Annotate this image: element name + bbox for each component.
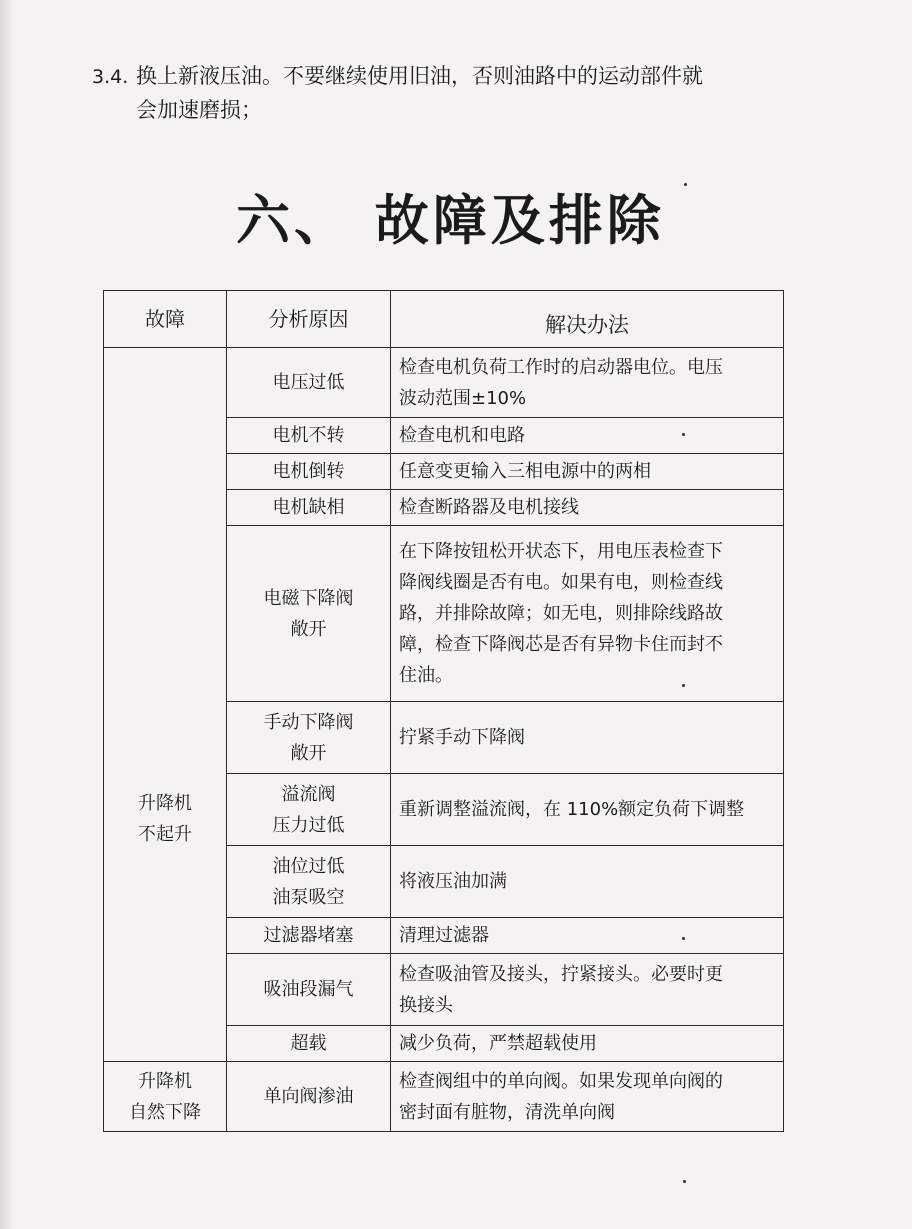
solution-text: 检查阀组中的单向阀。如果发现单向阀的	[399, 1070, 723, 1092]
scan-speck	[682, 433, 685, 436]
scan-speck	[682, 684, 685, 687]
fault-cell	[104, 1062, 227, 1132]
fault-text: 升降机	[138, 792, 192, 814]
cause-cell	[227, 526, 391, 702]
solution-cell	[391, 348, 784, 418]
cause-text: 电机不转	[272, 425, 345, 446]
solution-text: 检查电机和电路	[399, 425, 525, 446]
fault-cell	[104, 348, 227, 1062]
cause-cell	[227, 418, 391, 454]
fault-text: 自然下降	[129, 1101, 201, 1123]
solution-cell	[391, 1026, 784, 1062]
solution-text: 检查断路器及电机接线	[399, 497, 579, 518]
cause-text: 过滤器堵塞	[263, 925, 354, 946]
solution-cell	[391, 454, 784, 490]
table-header-row	[104, 291, 784, 348]
solution-cell	[391, 1062, 784, 1132]
solution-text: 清理过滤器	[399, 925, 489, 946]
cause-cell	[227, 1062, 391, 1132]
solution-text: 重新调整溢流阀，在 110%额定负荷下调整	[399, 799, 745, 820]
solution-cell	[391, 954, 784, 1026]
solution-text: 换接头	[399, 994, 453, 1016]
solution-text: 降阀线圈是否有电。如果有电，则检查线	[399, 572, 723, 593]
solution-cell	[391, 918, 784, 954]
solution-text: 路，并排除故障；如无电，则排除线路故	[399, 603, 723, 624]
solution-text: 任意变更输入三相电源中的两相	[399, 461, 651, 482]
solution-text: 减少负荷，严禁超载使用	[399, 1033, 597, 1054]
intro-line-1	[92, 60, 852, 94]
cause-text: 电磁下降阀	[263, 587, 354, 609]
cause-text: 吸油段漏气	[263, 979, 354, 1000]
fault-text: 不起升	[138, 823, 192, 845]
solution-text: 检查电机负荷工作时的启动器电位。电压	[399, 356, 723, 378]
cause-cell	[227, 954, 391, 1026]
scan-speck	[682, 937, 685, 940]
cause-cell	[227, 348, 391, 418]
item-number: 3.4.	[92, 66, 129, 88]
cause-text: 油泵吸空	[272, 886, 345, 908]
cause-text: 敞开	[290, 618, 327, 640]
solution-text: 在下降按钮松开状态下，用电压表检查下	[399, 541, 723, 562]
header-cause: 分析原因	[227, 291, 391, 348]
cause-text: 电机缺相	[272, 497, 345, 518]
solution-cell	[391, 526, 784, 702]
solution-cell	[391, 490, 784, 526]
solution-text: 住油。	[399, 665, 453, 686]
fault-table	[103, 290, 784, 1132]
page-edge	[0, 0, 14, 1229]
table-row	[104, 348, 784, 418]
cause-text: 超载	[290, 1033, 327, 1054]
cause-text: 单向阀渗油	[263, 1086, 354, 1107]
solution-text: 拧紧手动下降阀	[399, 727, 525, 748]
table-row	[104, 1062, 784, 1132]
solution-cell	[391, 702, 784, 774]
cause-text: 溢流阀	[281, 783, 336, 805]
intro-text-1: 换上新液压油。不要继续使用旧油，否则油路中的运动部件就	[136, 64, 703, 88]
table-body	[104, 348, 784, 1132]
fault-text: 升降机	[138, 1070, 192, 1092]
cause-cell	[227, 846, 391, 918]
header-solution: 解决办法	[391, 291, 784, 348]
cause-text: 敞开	[290, 742, 327, 764]
intro-paragraph	[92, 60, 852, 127]
solution-cell	[391, 774, 784, 846]
cause-cell	[227, 774, 391, 846]
solution-cell	[391, 418, 784, 454]
solution-text: 波动范围±10%	[399, 387, 527, 409]
scan-speck	[684, 183, 687, 186]
cause-text: 电压过低	[272, 372, 345, 393]
cause-cell	[227, 918, 391, 954]
cause-text: 压力过低	[272, 814, 345, 836]
scan-speck	[683, 1180, 686, 1183]
cause-text: 手动下降阀	[263, 711, 354, 733]
solution-text: 检查吸油管及接头，拧紧接头。必要时更	[399, 963, 723, 985]
solution-cell	[391, 846, 784, 918]
section-title: 六、 故障及排除	[236, 188, 665, 252]
header-fault: 故障	[104, 291, 227, 348]
cause-text: 油位过低	[272, 855, 345, 877]
cause-cell	[227, 454, 391, 490]
cause-cell	[227, 702, 391, 774]
solution-text: 将液压油加满	[399, 871, 507, 892]
solution-text: 障，检查下降阀芯是否有异物卡住而封不	[399, 634, 723, 655]
cause-cell	[227, 1026, 391, 1062]
solution-text: 密封面有脏物，清洗单向阀	[399, 1101, 615, 1123]
cause-text: 电机倒转	[272, 461, 345, 482]
intro-line-2: 会加速磨损；	[136, 98, 262, 122]
cause-cell	[227, 490, 391, 526]
